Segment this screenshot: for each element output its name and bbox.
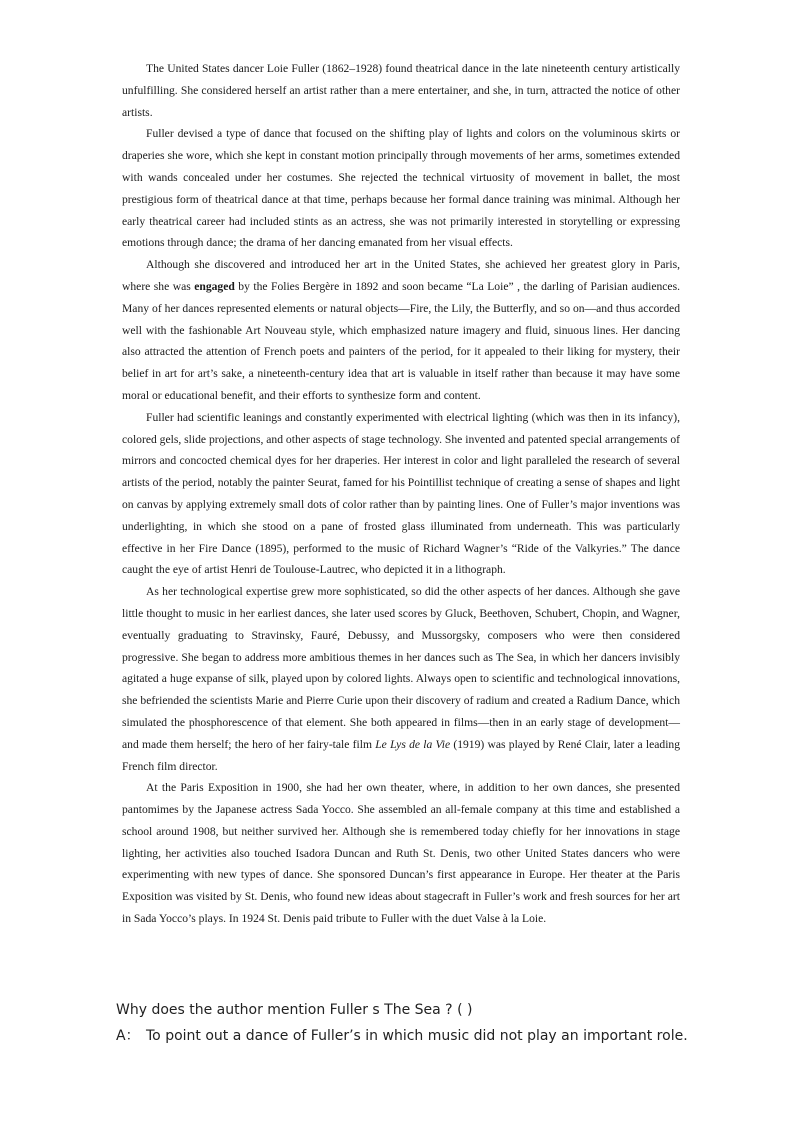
passage-paragraph xyxy=(122,777,680,930)
passage-text: The United States dancer Loie Fuller (1862–1928) found theatrical dance in the late nineteenth century artistically unfulfilling. She considered herself an artist rather than a mere entertainer, and she, in turn, attracted the notice of other artists. xyxy=(122,62,680,119)
passage-paragraph xyxy=(122,407,680,581)
passage-text: Although she discovered and introduced her art in the United States, she achieved her greatest glory in Paris, where she was xyxy=(122,258,680,293)
option-letter: A： xyxy=(116,1028,140,1044)
passage-text: At the Paris Exposition in 1900, she had her own theater, where, in addition to her own dances, she presented pantomimes by the Japanese actress Sada Yocco. She assembled an all-female company at this time and established a school around 1908, but neither survived her. Although she is remembered today chiefly for her innovations in stage lighting, her activities also touched Isadora Duncan and Ruth St. Denis, two other United States dancers who were experimenting with new types of dance. She sponsored Duncan’s first appearance in Europe. Her theater at the Paris Exposition was visited by St. Denis, who found new ideas about stagecraft in Fuller’s work and fresh sources for her art in Sada Yocco’s plays. In 1924 St. Denis paid tribute to Fuller with the duet Valse à la Loie. xyxy=(122,781,680,926)
passage-text: Fuller devised a type of dance that focused on the shifting play of lights and colors on the voluminous skirts or draperies she wore, which she kept in constant motion principally through movements of her arms, sometimes extended with wands concealed under her costumes. She rejected the technical virtuosity of movement in ballet, the most prestigious form of theatrical dance at that time, perhaps because her formal dance training was minimal. Although her early theatrical career had included stints as an actress, she was not primarily interested in storytelling or expressing emotions through dance; the drama of her dancing emanated from her visual effects. xyxy=(122,127,680,250)
passage-paragraph xyxy=(122,254,680,407)
passage-text: by the Folies Bergère in 1892 and soon became “La Loie” , the darling of Parisian audiences. Many of her dances represented elements or natural objects—Fire, the Lily, the Butterfly, and so on—and thus accorded well with the fashionable Art Nouveau style, which emphasized nature imagery and fluid, sinuous lines. Her dancing also attracted the attention of French poets and painters of the period, for it appealed to their liking for mystery, their belief in art for art’s sake, a nineteenth-century idea that art is valuable in itself rather than because it may have some moral or educational benefit, and their efforts to synthesize form and content. xyxy=(122,279,680,402)
question-text: Why does the author mention Fuller s The Sea ? ( ) xyxy=(116,1002,473,1018)
passage-paragraph xyxy=(122,58,680,123)
passage-italic-text: Le Lys de la Vie xyxy=(375,737,451,751)
passage-bold-text: engaged xyxy=(194,279,235,293)
passage-paragraph xyxy=(122,123,680,254)
answer-option-a xyxy=(116,1026,776,1046)
passage-paragraph xyxy=(122,581,680,777)
option-text: To point out a dance of Fuller’s in which music did not play an important role. xyxy=(146,1028,688,1044)
passage-text: (1919) was played by René Clair, later a leading French film director. xyxy=(122,737,681,773)
reading-passage xyxy=(122,58,680,930)
passage-text: As her technological expertise grew more sophisticated, so did the other aspects of her dances. Although she gave little thought to music in her earliest dances, she later used scores by Gluck, Beethoven, Schubert, Chopin, and Wagner, eventually graduating to Stravinsky, Fauré, Debussy, and Mussorgsky, composers who were then considered progressive. She began to address more ambitious themes in her dances such as The Sea, in which her dancers invisibly agitated a huge expanse of silk, played upon by colored lights. Always open to scientific and technological innovations, she befriended the scientists Marie and Pierre Curie upon their discovery of radium and created a Radium Dance, which simulated the phosphorescence of that element. She both appeared in films—then in an early stage of development—and made them herself; the hero of her fairy-tale film xyxy=(122,585,680,751)
passage-text: Fuller had scientific leanings and constantly experimented with electrical lighting (which was then in its infancy), colored gels, slide projections, and other aspects of stage technology. She invented and patented special arrangements of mirrors and concocted chemical dyes for her draperies. Her interest in color and light paralleled the research of several artists of the period, notably the painter Seurat, famed for his Pointillist technique of creating a sense of shapes and light on canvas by applying extremely small dots of color rather than by painting lines. One of Fuller’s major inventions was underlighting, in which she stood on a pane of frosted glass illuminated from underneath. This was particularly effective in her Fire Dance (1895), performed to the music of Richard Wagner’s “Ride of the Valkyries.” The dance caught the eye of artist Henri de Toulouse-Lautrec, who depicted it in a lithograph. xyxy=(122,410,680,577)
